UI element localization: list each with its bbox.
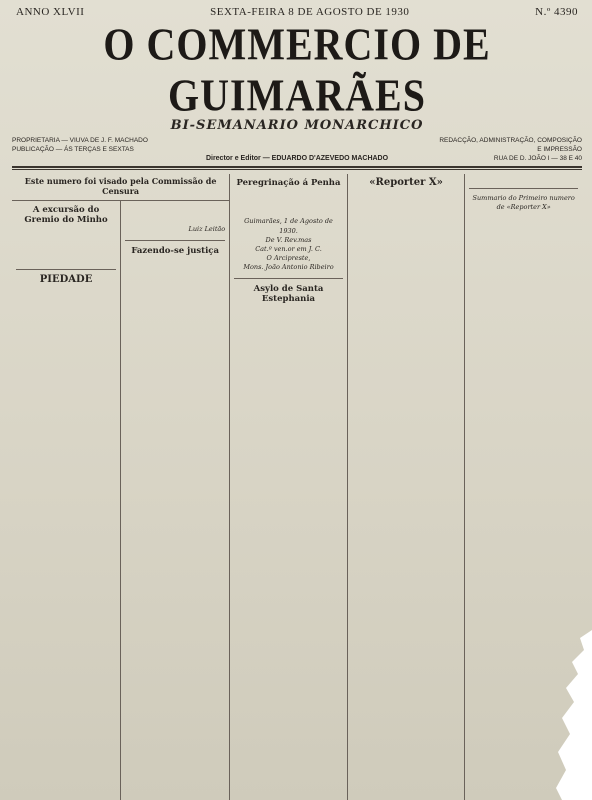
text-block — [125, 261, 225, 270]
text-block — [16, 290, 116, 299]
article-title-asylo: Asylo de Santa Estephania — [253, 283, 324, 304]
text-block — [16, 230, 116, 239]
column-1 — [12, 201, 121, 800]
header-rule — [12, 166, 582, 168]
article-title-fazendo: Fazendo-se justiça — [131, 245, 219, 256]
text-block — [234, 205, 343, 214]
proprietor-line: PROPRIETARIA — VIUVA DE J. F. MACHADO — [12, 137, 148, 144]
text-block — [469, 213, 578, 222]
text-block — [125, 213, 225, 222]
text-block — [234, 193, 343, 202]
article-title-gremio: A excursão do Gremio do Minho — [24, 205, 108, 225]
article-columns — [12, 174, 582, 800]
year-label: ANNO XLVII — [16, 6, 85, 18]
info-bar — [12, 136, 582, 163]
signature-place: Guimarães, 1 de Agosto de 1930. — [244, 217, 333, 235]
article-title-peregrinacao: Peregrinação á Penha — [236, 178, 341, 188]
address-line: RUA DE D. JOÃO I — 38 E 40 — [493, 155, 582, 162]
column-3 — [230, 174, 348, 800]
impressao-line: E IMPRESSÃO — [537, 146, 582, 153]
summary-title: Summario do Primeiro numero de «Reporter X» — [472, 194, 575, 212]
signature-line-4: Mons. João Antonio Ribeiro — [243, 263, 334, 272]
masthead-title: O COMMERCIO DE GUIMARÃES — [103, 18, 491, 121]
redaccao-line: REDACÇÃO, ADMINISTRAÇÃO, COMPOSIÇÃO — [439, 137, 582, 144]
torn-corner — [532, 630, 592, 800]
text-block — [352, 205, 461, 214]
text-block — [16, 254, 116, 263]
censor-note: Este numero foi visado pela Commissão de Censura — [12, 174, 229, 201]
publication-line: PUBLICAÇÃO — ÁS TERÇAS E SEXTAS — [12, 146, 134, 153]
signature-line-3: O Arcipreste, — [266, 254, 311, 263]
signature-line-2: Cat.º ven.or em J. C. — [255, 245, 322, 254]
info-left — [12, 136, 172, 163]
signature-line-1: De V. Rev.mas — [265, 235, 312, 244]
text-block — [352, 193, 461, 202]
divider — [125, 240, 225, 241]
text-block — [16, 242, 116, 251]
divider — [16, 269, 116, 270]
text-block — [125, 201, 225, 210]
text-block — [469, 174, 578, 183]
issue-number: N.º 4390 — [535, 6, 578, 18]
masthead-subtitle: BI-SEMANARIO MONARCHICO — [170, 118, 424, 133]
divider — [234, 278, 343, 279]
signature-luiz: Luiz Leitão — [188, 225, 226, 234]
info-right — [422, 136, 582, 163]
header-rule-thin — [12, 169, 582, 170]
divider — [469, 188, 578, 189]
left-span-columns — [12, 201, 229, 800]
left-span — [12, 174, 230, 800]
column-2 — [121, 201, 229, 800]
column-4 — [348, 174, 466, 800]
text-block — [234, 309, 343, 318]
article-title-reporter: «Reporter X» — [369, 177, 443, 188]
article-title-piedade: PIEDADE — [39, 273, 93, 285]
director-line: Director e Editor — EDUARDO D'AZEVEDO MACHADO — [205, 155, 389, 162]
date-label: SEXTA-FEIRA 8 DE AGOSTO DE 1930 — [210, 6, 410, 18]
